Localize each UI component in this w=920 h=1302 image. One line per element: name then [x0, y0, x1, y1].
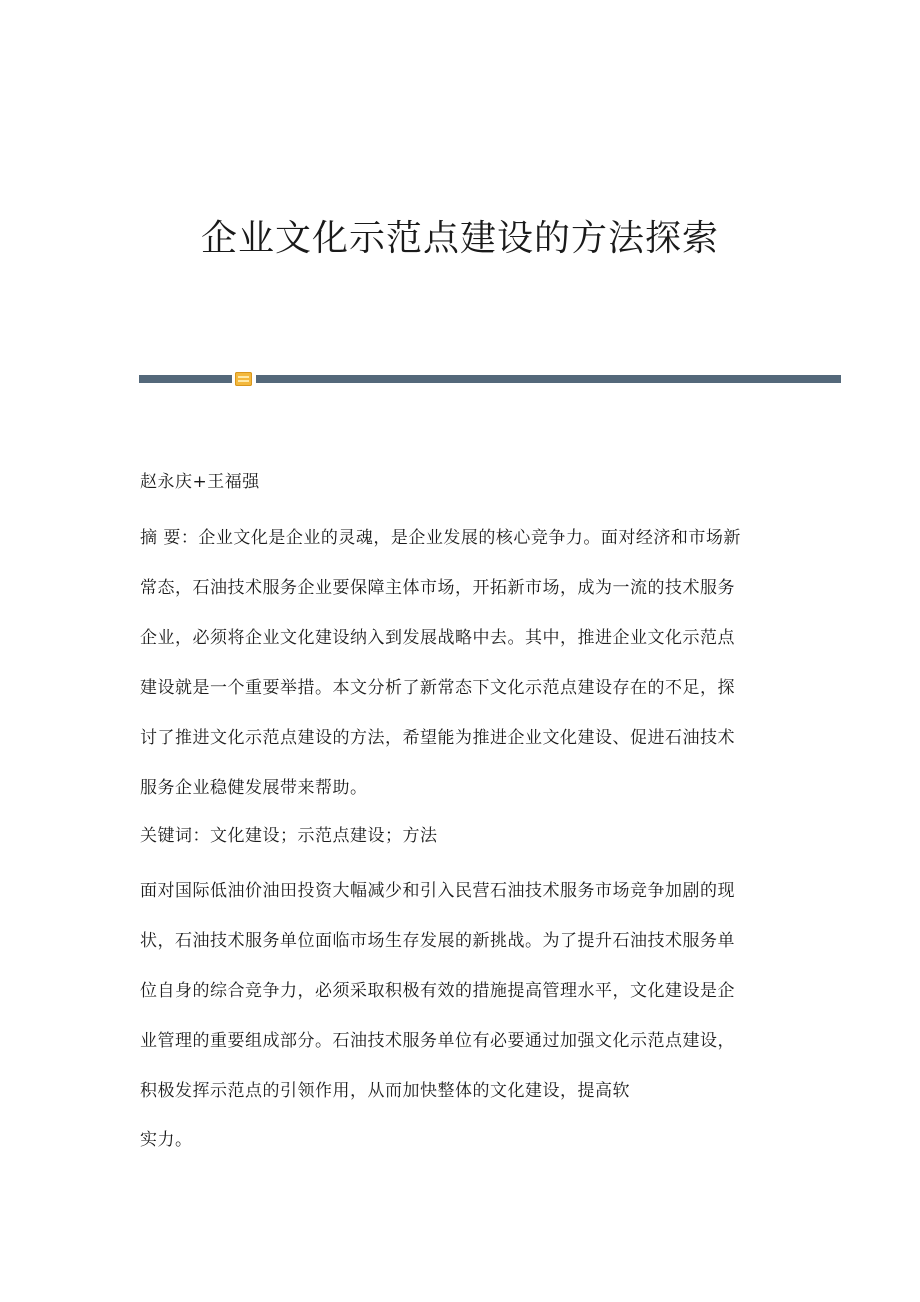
author-line: 赵永庆+王福强 [140, 472, 260, 492]
title-divider-left [139, 375, 232, 383]
abstract-line: 讨了推进文化示范点建设的方法，希望能为推进企业文化建设、促进石油技术 [140, 728, 735, 748]
body-line: 位自身的综合竞争力，必须采取积极有效的措施提高管理水平，文化建设是企 [140, 981, 735, 1001]
document-title: 企业文化示范点建设的方法探索 [200, 218, 719, 259]
badge-stripe [238, 380, 249, 382]
body-paragraph-tail: 实力。 [140, 1130, 193, 1150]
abstract-line: 常态，石油技术服务企业要保障主体市场，开拓新市场，成为一流的技术服务 [140, 578, 735, 598]
title-divider-right [256, 375, 841, 383]
abstract-line: 企业，必须将企业文化建设纳入到发展战略中去。其中，推进企业文化示范点 [140, 628, 735, 648]
body-line: 业管理的重要组成部分。石油技术服务单位有必要通过加强文化示范点建设， [140, 1031, 735, 1051]
badge-stripe [238, 376, 249, 378]
keywords-line: 关键词：文化建设；示范点建设；方法 [140, 826, 438, 846]
body-line: 状，石油技术服务单位面临市场生存发展的新挑战。为了提升石油技术服务单 [140, 931, 735, 951]
abstract-line: 摘 要：企业文化是企业的灵魂，是企业发展的核心竞争力。面对经济和市场新 [140, 528, 741, 548]
body-line: 面对国际低油价油田投资大幅减少和引入民营石油技术服务市场竞争加剧的现 [140, 881, 735, 901]
abstract-line: 服务企业稳健发展带来帮助。 [140, 778, 368, 798]
body-line: 积极发挥示范点的引领作用，从而加快整体的文化建设，提高软 [140, 1081, 630, 1101]
abstract-line: 建设就是一个重要举措。本文分析了新常态下文化示范点建设存在的不足，探 [140, 678, 735, 698]
divider-badge-icon [235, 372, 252, 386]
body-paragraph [140, 866, 785, 1116]
abstract-block [140, 513, 785, 813]
